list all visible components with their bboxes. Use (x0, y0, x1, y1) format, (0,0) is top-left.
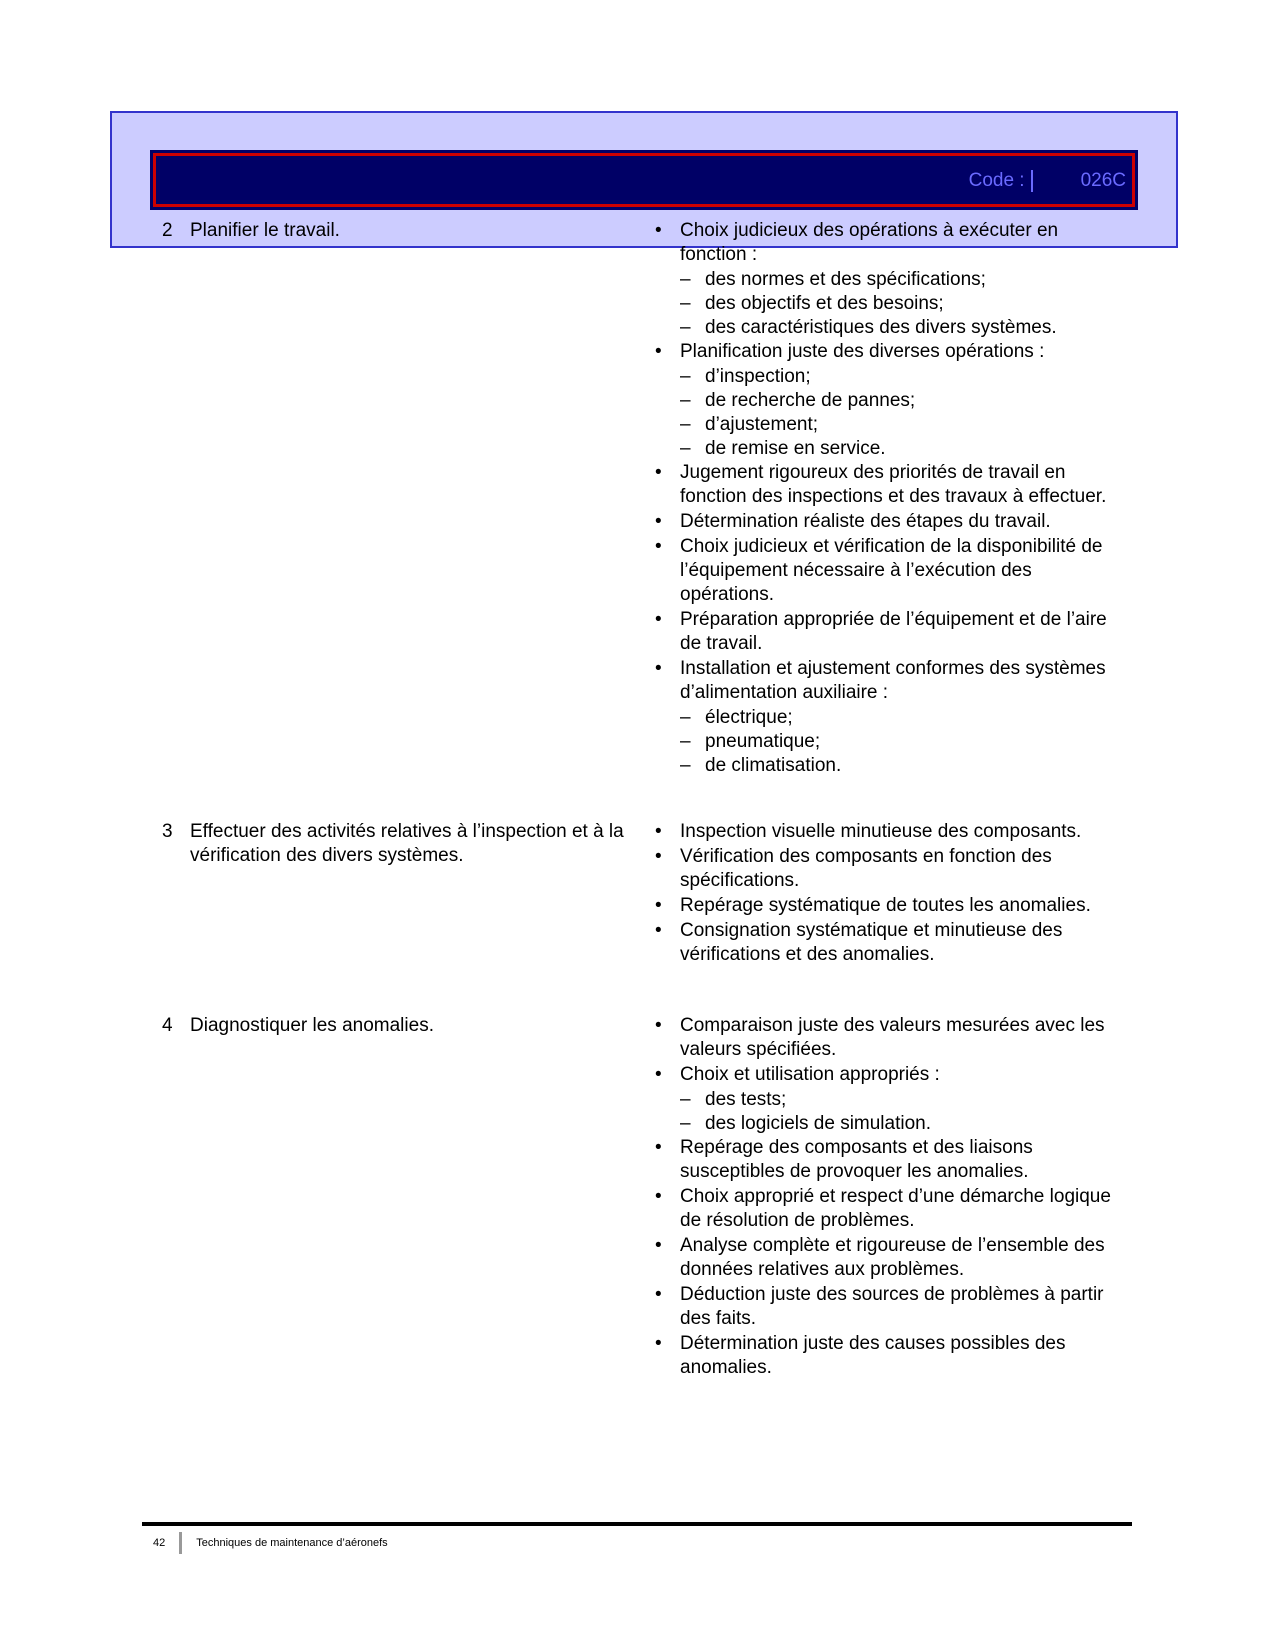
criterion-item (655, 1136, 1120, 1184)
element-number: 3 (162, 821, 173, 842)
criterion-text: Inspection visuelle minutieuse des composants. (680, 821, 1082, 842)
bullet-icon: • (655, 895, 662, 916)
sub-criterion-text: de remise en service. (705, 438, 886, 459)
dash-icon: – (680, 438, 691, 459)
criteria-list-3 (655, 820, 1120, 968)
sub-criterion-text: de climatisation. (705, 755, 842, 776)
criterion-item (655, 1234, 1120, 1282)
bullet-icon: • (655, 1235, 662, 1256)
dash-icon: – (680, 293, 691, 314)
code-separator (1031, 170, 1033, 192)
criterion-text: Déduction juste des sources de problèmes à partir des faits. (680, 1284, 1104, 1329)
dash-icon: – (680, 755, 691, 776)
code-field (967, 170, 1126, 192)
criterion-item (655, 608, 1120, 656)
header-bar (150, 150, 1138, 210)
element-3 (162, 820, 647, 868)
sub-criterion-text: d’inspection; (705, 366, 811, 387)
bullet-icon: • (655, 1186, 662, 1207)
sub-criterion-text: d’ajustement; (705, 414, 819, 435)
sub-criterion-text: pneumatique; (705, 731, 821, 752)
code-value: 026C (1080, 170, 1126, 191)
criterion-text: Planification juste des diverses opérations : (680, 341, 1045, 362)
bullet-icon: • (655, 920, 662, 941)
sub-criterion-text: des caractéristiques des divers systèmes. (705, 317, 1057, 338)
criterion-text: Détermination réaliste des étapes du travail. (680, 511, 1051, 532)
criterion-text: Consignation systématique et minutieuse des vérifications et des anomalies. (680, 920, 1063, 965)
criterion-item (655, 535, 1120, 607)
criterion-item (655, 1185, 1120, 1233)
criterion-item (655, 1283, 1120, 1331)
element-number: 2 (162, 220, 173, 241)
criterion-text: Détermination juste des causes possibles des anomalies. (680, 1333, 1066, 1378)
criterion-item (655, 219, 1120, 267)
bullet-icon: • (655, 609, 662, 630)
criterion-text: Choix approprié et respect d’une démarche logique de résolution de problèmes. (680, 1186, 1111, 1231)
element-4 (162, 1014, 647, 1038)
bullet-icon: • (655, 536, 662, 557)
criterion-item (655, 845, 1120, 893)
criterion-item (655, 1014, 1120, 1062)
criterion-item (655, 461, 1120, 509)
criterion-text: Comparaison juste des valeurs mesurées avec les valeurs spécifiées. (680, 1015, 1105, 1060)
footer-rule (142, 1522, 1132, 1526)
sub-criterion-item (655, 754, 1120, 778)
criteria-list-4 (655, 1014, 1120, 1381)
sub-criterion-text: des objectifs et des besoins; (705, 293, 944, 314)
element-number: 4 (162, 1015, 173, 1036)
sub-criterion-text: de recherche de pannes; (705, 390, 916, 411)
sub-criterion-item (655, 437, 1120, 461)
code-label: Code : (968, 170, 1025, 191)
sub-criterion-item (655, 365, 1120, 389)
sub-criterion-item (655, 1112, 1120, 1136)
dash-icon: – (680, 1089, 691, 1110)
element-2 (162, 219, 647, 243)
bullet-icon: • (655, 1333, 662, 1354)
criterion-text: Vérification des composants en fonction des spécifications. (680, 846, 1052, 891)
bullet-icon: • (655, 1284, 662, 1305)
bullet-icon: • (655, 1015, 662, 1036)
criterion-text: Repérage des composants et des liaisons susceptibles de provoquer les anomalies. (680, 1137, 1033, 1182)
program-name: Techniques de maintenance d’aéronefs (196, 1537, 388, 1549)
criterion-item (655, 510, 1120, 534)
bullet-icon: • (655, 220, 662, 241)
page-number: 42 (153, 1537, 166, 1549)
dash-icon: – (680, 390, 691, 411)
sub-criterion-item (655, 413, 1120, 437)
sub-criterion-item (655, 730, 1120, 754)
dash-icon: – (680, 731, 691, 752)
bullet-icon: • (655, 1137, 662, 1158)
criterion-item (655, 919, 1120, 967)
bullet-icon: • (655, 511, 662, 532)
criterion-item (655, 894, 1120, 918)
dash-icon: – (680, 269, 691, 290)
criterion-text: Installation et ajustement conformes des systèmes d’alimentation auxiliaire : (680, 658, 1106, 703)
dash-icon: – (680, 414, 691, 435)
criterion-text: Choix judicieux et vérification de la disponibilité de l’équipement nécessaire à l’exécution des opérations. (680, 536, 1103, 605)
criterion-text: Choix et utilisation appropriés : (680, 1064, 940, 1085)
bullet-icon: • (655, 846, 662, 867)
sub-criterion-item (655, 706, 1120, 730)
bullet-icon: • (655, 341, 662, 362)
criterion-item (655, 340, 1120, 364)
dash-icon: – (680, 707, 691, 728)
criterion-item (655, 1332, 1120, 1380)
sub-criterion-text: des tests; (705, 1089, 787, 1110)
footer (153, 1532, 388, 1554)
sub-criterion-item (655, 389, 1120, 413)
bullet-icon: • (655, 462, 662, 483)
sub-criterion-item (655, 316, 1120, 340)
criteria-list-2 (655, 219, 1120, 778)
sub-criterion-text: des normes et des spécifications; (705, 269, 986, 290)
sub-criterion-item (655, 292, 1120, 316)
criterion-text: Analyse complète et rigoureuse de l’ensemble des données relatives aux problèmes. (680, 1235, 1105, 1280)
criterion-item (655, 1063, 1120, 1087)
dash-icon: – (680, 366, 691, 387)
sub-criterion-text: électrique; (705, 707, 793, 728)
criterion-text: Jugement rigoureux des priorités de travail en fonction des inspections et des travaux à effectuer. (680, 462, 1107, 507)
element-text: Planifier le travail. (190, 220, 340, 241)
dash-icon: – (680, 317, 691, 338)
criterion-text: Choix judicieux des opérations à exécuter en fonction : (680, 220, 1059, 265)
criterion-item (655, 657, 1120, 705)
sub-criterion-text: des logiciels de simulation. (705, 1113, 932, 1134)
criterion-text: Préparation appropriée de l’équipement et de l’aire de travail. (680, 609, 1107, 654)
criterion-text: Repérage systématique de toutes les anomalies. (680, 895, 1091, 916)
dash-icon: – (680, 1113, 691, 1134)
bullet-icon: • (655, 658, 662, 679)
criterion-item (655, 820, 1120, 844)
bullet-icon: • (655, 1064, 662, 1085)
footer-separator (179, 1532, 182, 1554)
sub-criterion-item (655, 1088, 1120, 1112)
sub-criterion-item (655, 268, 1120, 292)
element-text: Effectuer des activités relatives à l’inspection et à la vérification des divers systèmes. (190, 821, 624, 866)
element-text: Diagnostiquer les anomalies. (190, 1015, 434, 1036)
bullet-icon: • (655, 821, 662, 842)
